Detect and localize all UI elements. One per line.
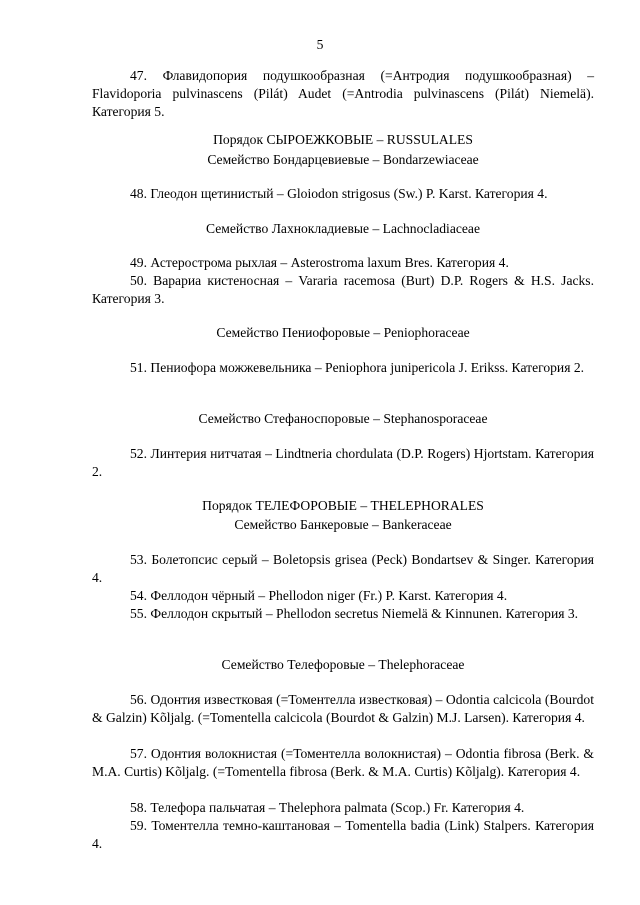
entry-57: 57. Одонтия волокнистая (=Томентелла волокнистая) – Odontia fibrosa (Berk. & M.A. Curtis) Kõljalg. (=Tomentella fibrosa (Berk. & M.A. Curtis) Kõljalg). Категория 4. xyxy=(92,746,594,779)
heading-family-peniophoraceae: Семейство Пениофоровые – Peniophoraceae xyxy=(216,325,470,340)
entry-49: 49. Астерострома рыхлая – Asterostroma laxum Bres. Категория 4. xyxy=(130,255,509,270)
entry-59: 59. Томентелла темно-каштановая – Tomentella badia (Link) Stalpers. Категория 4. xyxy=(92,818,594,851)
heading-order-russulales: Порядок СЫРОЕЖКОВЫЕ – RUSSULALES xyxy=(213,132,473,147)
entry-53: 53. Болетопсис серый – Boletopsis grisea (Peck) Bondartsev & Singer. Категория 4. xyxy=(92,552,594,585)
heading-family-bondarzewiaceae: Семейство Бондарцевиевые – Bondarzewiaceae xyxy=(207,152,479,167)
entry-54: 54. Феллодон чёрный – Phellodon niger (Fr.) P. Karst. Категория 4. xyxy=(130,588,508,603)
page-number: 5 xyxy=(316,37,324,52)
entry-48: 48. Глеодон щетинистый – Gloiodon strigosus (Sw.) P. Karst. Категория 4. xyxy=(130,186,548,201)
entry-58: 58. Телефора пальчатая – Thelephora palmata (Scop.) Fr. Категория 4. xyxy=(130,800,525,815)
entry-47: 47. Флавидопория подушкообразная (=Антродия подушкообразная) – Flavidoporia pulvinascens (Pilát) Audet (=Antrodia pulvinascens (Pilát) Niemelä). Категория 5. xyxy=(92,68,594,119)
heading-order-thelephorales: Порядок ТЕЛЕФОРОВЫЕ – THELEPHORALES xyxy=(202,498,484,513)
heading-family-bankeraceae: Семейство Банкеровые – Bankeraceae xyxy=(234,517,452,532)
heading-family-thelephoraceae: Семейство Телефоровые – Thelephoraceae xyxy=(221,657,465,672)
entry-56: 56. Одонтия известковая (=Томентелла известковая) – Odontia calcicola (Bourdot & Galzin) Kõljalg. (=Tomentella calcicola (Bourdot & Galzin) M.J. Larsen). Категория 4. xyxy=(92,692,594,725)
entry-55: 55. Феллодон скрытый – Phellodon secretus Niemelä & Kinnunen. Категория 3. xyxy=(130,606,579,621)
entry-52: 52. Линтерия нитчатая – Lindtneria chordulata (D.P. Rogers) Hjortstam. Категория 2. xyxy=(92,446,594,479)
entry-50: 50. Варариа кистеносная – Vararia racemosa (Burt) D.P. Rogers & H.S. Jacks. Категория 3. xyxy=(92,273,594,306)
heading-family-lachnocladiaceae: Семейство Лахнокладиевые – Lachnocladiaceae xyxy=(206,221,480,236)
entry-51: 51. Пениофора можжевельника – Peniophora junipericola J. Erikss. Категория 2. xyxy=(130,360,585,375)
heading-family-stephanosporaceae: Семейство Стефаноспоровые – Stephanosporaceae xyxy=(198,411,488,426)
